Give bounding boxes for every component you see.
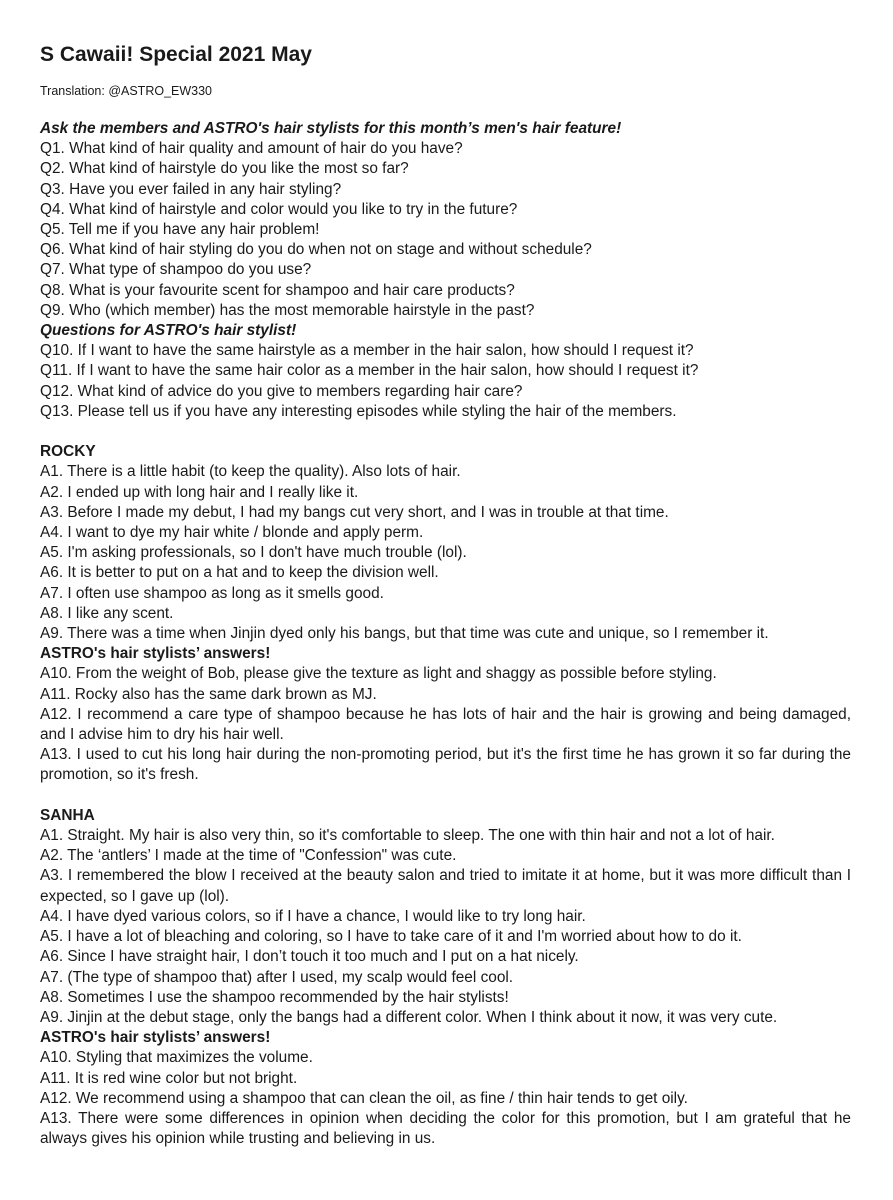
rocky-answer-9: A9. There was a time when Jinjin dyed only his bangs, but that time was cute and unique, so I remember it. [40,625,769,643]
question-7: Q7. What type of shampoo do you use? [40,261,312,279]
rocky-answer-1: A1. There is a little habit (to keep the quality). Also lots of hair. [40,463,461,481]
questions-heading: Ask the members and ASTRO's hair stylists for this month’s men's hair feature! [40,120,622,137]
sanha-answer-5: A5. I have a lot of bleaching and coloring, so I have to take care of it and I'm worried about how to do it. [40,928,742,946]
question-11: Q11. If I want to have the same hair color as a member in the hair salon, how should I request it? [40,362,699,380]
page-title: S Cawaii! Special 2021 May [40,43,312,66]
rocky-section [40,442,851,785]
rocky-answer-6: A6. It is better to put on a hat and to keep the division well. [40,564,439,582]
rocky-answer-5: A5. I'm asking professionals, so I don't have much trouble (lol). [40,544,467,562]
question-13: Q13. Please tell us if you have any interesting episodes while styling the hair of the members. [40,402,677,420]
rocky-answer-12: A12. I recommend a care type of shampoo because he has lots of hair and the hair is growing and being damaged, and I advise him to dry his hair well. [40,705,851,744]
sanha-answer-9: A9. Jinjin at the debut stage, only the bangs had a different color. When I think about it now, it was very cute. [40,1008,778,1026]
question-3: Q3. Have you ever failed in any hair styling? [40,180,342,198]
stylist-questions-heading: Questions for ASTRO's hair stylist! [40,322,297,340]
rocky-answer-11: A11. Rocky also has the same dark brown as MJ. [40,685,377,703]
sanha-answer-8: A8. Sometimes I use the shampoo recommended by the hair stylists! [40,988,509,1006]
sanha-answer-2: A2. The ‘antlers’ I made at the time of "Confession" was cute. [40,847,457,865]
sanha-answer-10: A10. Styling that maximizes the volume. [40,1049,313,1067]
question-8: Q8. What is your favourite scent for shampoo and hair care products? [40,281,515,299]
question-1: Q1. What kind of hair quality and amount of hair do you have? [40,140,463,158]
sanha-answer-3: A3. I remembered the blow I received at the beauty salon and tried to imitate it at home, but it was more difficult than I expected, so I gave up (lol). [40,867,851,905]
rocky-answer-10: A10. From the weight of Bob, please give the texture as light and shaggy as possible before styling. [40,665,717,683]
sanha-section [40,806,851,1149]
question-5: Q5. Tell me if you have any hair problem! [40,221,320,239]
rocky-answer-13: A13. I used to cut his long hair during the non-promoting period, but it's the first time he has grown it so far during the promotion, so it's fresh. [40,746,851,784]
section-spacer [40,422,851,442]
rocky-answer-3: A3. Before I made my debut, I had my bangs cut very short, and I was in trouble at that time. [40,503,669,521]
sanha-answer-6: A6. Since I have straight hair, I don’t touch it too much and I put on a hat nicely. [40,948,579,966]
sanha-answer-12: A12. We recommend using a shampoo that can clean the oil, as fine / thin hair tends to get oily. [40,1089,688,1107]
section-spacer [40,786,851,806]
sanha-answer-13: A13. There were some differences in opinion when deciding the color for this promotion, but I am grateful that he always gives his opinion while trusting and believing in us. [40,1109,851,1148]
question-2: Q2. What kind of hairstyle do you like the most so far? [40,160,409,178]
sanha-stylist-heading: ASTRO's hair stylists’ answers! [40,1029,271,1047]
sanha-answer-4: A4. I have dyed various colors, so if I have a chance, I would like to try long hair. [40,907,586,925]
question-10: Q10. If I want to have the same hairstyle as a member in the hair salon, how should I request it? [40,342,694,360]
rocky-heading: ROCKY [40,443,96,461]
question-4: Q4. What kind of hairstyle and color would you like to try in the future? [40,200,518,218]
rocky-answer-7: A7. I often use shampoo as long as it smells good. [40,584,384,602]
question-6: Q6. What kind of hair styling do you do when not on stage and without schedule? [40,241,592,259]
rocky-answer-2: A2. I ended up with long hair and I really like it. [40,483,359,501]
rocky-answer-8: A8. I like any scent. [40,604,174,622]
document-body [40,119,851,1149]
rocky-stylist-heading: ASTRO's hair stylists’ answers! [40,645,271,663]
sanha-answer-11: A11. It is red wine color but not bright. [40,1069,298,1087]
rocky-answer-4: A4. I want to dye my hair white / blonde and apply perm. [40,524,424,542]
question-12: Q12. What kind of advice do you give to members regarding hair care? [40,382,523,400]
sanha-answer-7: A7. (The type of shampoo that) after I used, my scalp would feel cool. [40,968,514,986]
question-9: Q9. Who (which member) has the most memorable hairstyle in the past? [40,301,535,319]
questions-section [40,119,851,422]
translation-credit: Translation: @ASTRO_EW330 [40,84,213,98]
sanha-heading: SANHA [40,806,95,824]
sanha-answer-1: A1. Straight. My hair is also very thin, so it's comfortable to sleep. The one with thin hair and not a lot of hair. [40,827,775,845]
